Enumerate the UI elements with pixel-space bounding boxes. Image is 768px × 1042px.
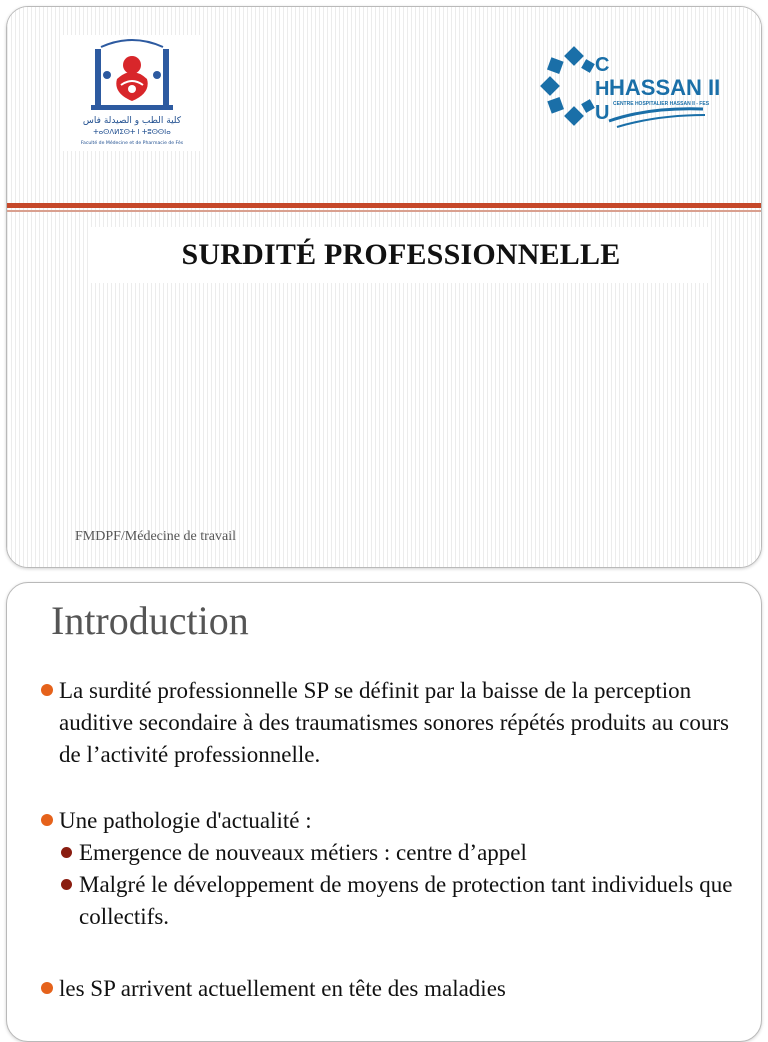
chu-letter-u: U [595,102,610,124]
faculty-arabic-text: كلية الطب و الصيدلة فاس [82,116,182,126]
title-slide [6,6,762,568]
chu-letter-h: H [595,78,610,100]
faculty-french-text: Faculté de Médecine et de Pharmacie de Fès [80,141,184,146]
bullet-dot-icon [41,814,53,826]
bullet-dot-icon [41,982,53,994]
introduction-slide [6,582,762,1042]
chu-subtitle: CENTRE HOSPITALIER HASSAN II - FES [613,101,710,107]
bullet-item [41,973,741,1005]
title-divider [7,203,761,208]
bullet-text: les SP arrivent actuellement en tête des maladies [59,976,506,1001]
sub-bullet-item [59,837,741,869]
sub-bullet-item [59,869,741,933]
slide-footer: FMDPF/Médecine de travail [75,529,236,544]
title-divider-accent [7,210,761,212]
slide-title: SURDITÉ PROFESSIONNELLE [181,238,621,271]
bullet-item [41,805,741,837]
title-band [91,227,711,283]
bullet-text: La surdité professionnelle SP se définit par la baisse de la perception auditive secondaire à des traumatismes sonores répétés produits au cours de l’activité professionnelle. [59,678,729,767]
sub-bullet-text: Malgré le développement de moyens de protection tant individuels que collectifs. [79,872,733,929]
faculty-emblem-icon [61,35,203,151]
slide-heading: Introduction [51,598,249,643]
faculty-tifinagh-text: ⵜⴰⵙⴷⵍⵉⵙⵜ ⵏ ⵜⵓⵙⵙⵏⴰ [93,128,171,136]
chu-letter-c: C [595,54,610,76]
chu-name: HASSAN II [609,75,719,100]
sub-bullet-dot-icon [61,879,72,890]
chu-hassan-logo [539,43,719,131]
sub-bullet-dot-icon [61,847,72,858]
bullet-text: Une pathologie d'actualité : [59,808,312,833]
sub-bullet-text: Emergence de nouveaux métiers : centre d’appel [79,840,527,865]
bullet-dot-icon [41,684,53,696]
chu-emblem-icon [539,43,719,131]
bullet-list [41,675,741,1005]
faculty-logo [61,35,203,151]
bullet-item [41,675,741,771]
